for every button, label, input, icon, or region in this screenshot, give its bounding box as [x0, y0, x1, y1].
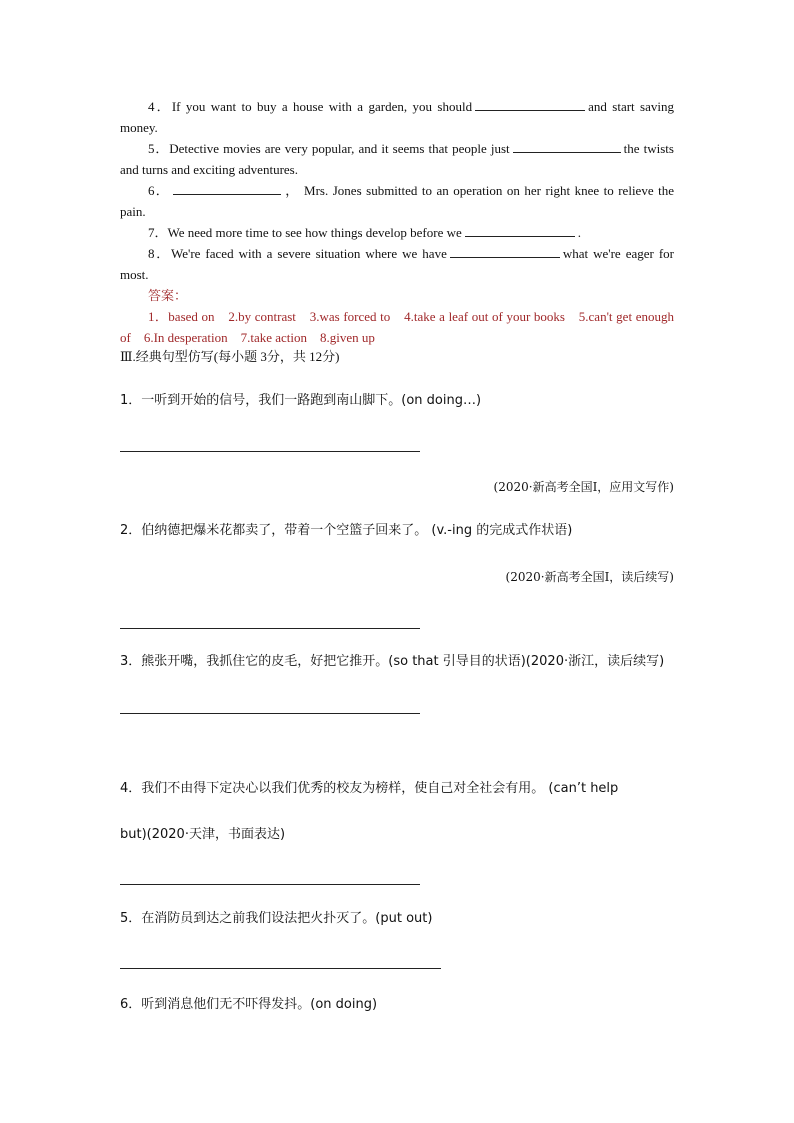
answer-blank[interactable] — [513, 140, 621, 153]
answer-blank[interactable] — [465, 224, 575, 237]
question-3: 3．熊张开嘴，我抓住它的皮毛，好把它推开。(so that 引导目的状语)(2020·浙江，读后续写) — [120, 654, 665, 669]
fill-item-text: and start saving money. — [120, 99, 674, 135]
question-5: 5．在消防员到达之前我们设法把火扑灭了。(put out) — [120, 911, 433, 926]
fill-item-text: Detective movies are very popular, and it seems that people just — [169, 141, 510, 156]
answer-line[interactable] — [120, 968, 441, 969]
fill-item-8: 8．We're faced with a severe situation where we have what we're eager for most. — [120, 246, 674, 282]
answer-text: 1．based on 2.by contrast 3.was forced to 4.take a leaf out of your books 5.can't get enough of 6.In desperation 7.take action 8.given up — [120, 309, 674, 345]
answer-blank[interactable] — [450, 245, 560, 258]
fill-item-7: 7．We need more time to see how things develop before we . — [148, 225, 582, 240]
answer-line[interactable] — [120, 628, 420, 629]
fill-in-section — [120, 96, 674, 348]
fill-item-4: 4．If you want to buy a house with a garden, you should and start saving money. — [120, 99, 674, 135]
question-1: 1．一听到开始的信号，我们一路跑到南山脚下。(on doing…) — [120, 393, 482, 408]
answer-line[interactable] — [120, 451, 420, 452]
fill-item-text: ， Mrs. Jones submitted to an operation on her right knee to relieve the pain. — [120, 183, 674, 219]
fill-item-text: the twists and turns and exciting adventures. — [120, 141, 674, 177]
fill-item-text: If you want to buy a house with a garden, you should — [171, 99, 473, 114]
fill-item-5: 5．Detective movies are very popular, and it seems that people just the twists and turns and exciting adventures. — [120, 141, 674, 177]
question-4: 4．我们不由得下定决心以我们优秀的校友为榜样，使自己对全社会有用。 (can’t help — [120, 781, 619, 796]
question-6: 6．听到消息他们无不吓得发抖。(on doing) — [120, 997, 378, 1012]
answer-blank[interactable] — [173, 182, 281, 195]
fill-item-text: We need more time to see how things develop before we — [167, 225, 462, 240]
answer-blank[interactable] — [475, 98, 585, 111]
question-source: (2020·新高考全国Ⅰ，应用文写作) — [493, 480, 674, 494]
fill-item-text: . — [577, 225, 582, 240]
fill-item-text: what we're eager for most. — [120, 246, 674, 282]
fill-item-6: 6． ， Mrs. Jones submitted to an operation on her right knee to relieve the pain. — [120, 183, 674, 219]
fill-item-text: We're faced with a severe situation where we have — [171, 246, 447, 261]
question-2: 2．伯纳德把爆米花都卖了，带着一个空篮子回来了。 (v.-ing 的完成式作状语) — [120, 523, 573, 538]
question-source: (2020·新高考全国Ⅰ，读后续写) — [505, 570, 674, 584]
answer-line[interactable] — [120, 713, 420, 714]
answer-line[interactable] — [120, 884, 420, 885]
answer-label: 答案： — [148, 288, 188, 303]
section-title: Ⅲ.经典句型仿写(每小题 3分，共 12分) — [120, 349, 340, 364]
question-4-cont: but)(2020·天津，书面表达) — [120, 827, 286, 842]
